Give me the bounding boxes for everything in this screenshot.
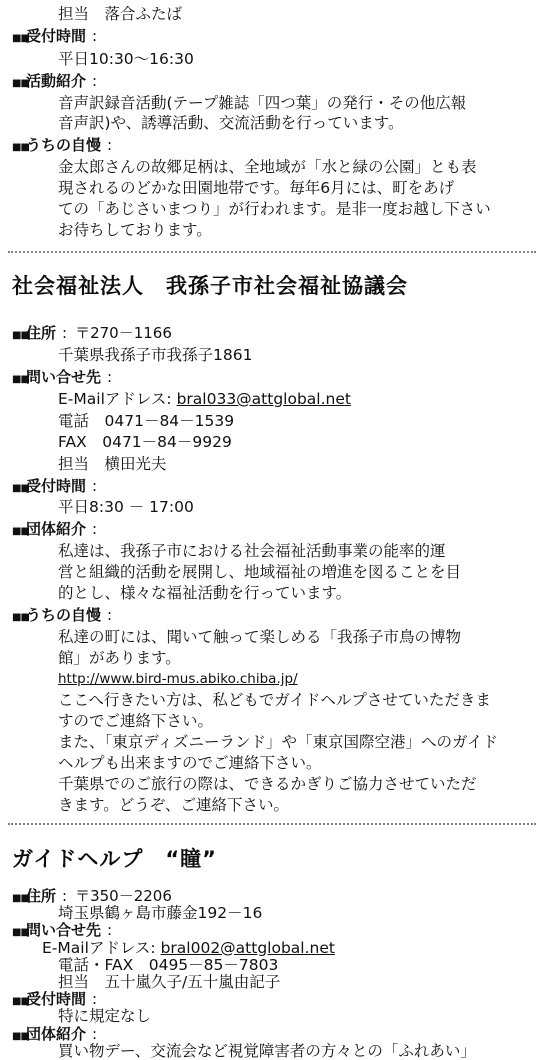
fax: FAX 0471－84－9929: [58, 433, 232, 451]
pride-line: ヘルプも出来ますのでご連絡下さい。: [58, 754, 322, 772]
pride-line: 金太郎さんの故郷足柄は、全地域が「水と緑の公園」とも表: [58, 158, 477, 176]
email-row: [42, 940, 335, 957]
pride-label: ■■うちの自慢 :: [12, 135, 112, 158]
bullet-marker-icon: ■■: [12, 33, 29, 44]
org-line: 的とし、様々な福祉活動を行っています。: [58, 584, 352, 602]
email-label: E-Mailアドレス:: [42, 938, 156, 957]
hours-value: 平日10:30～16:30: [58, 50, 194, 68]
pride-line: また、「東京ディズニーランド」や「東京国際空港」へのガイド: [58, 733, 499, 751]
hours-label: ■■受付時間 :: [12, 26, 97, 49]
phone-fax: 電話・FAX 0495－85－7803: [58, 955, 279, 974]
contact-person: 担当 五十嵐久子/五十嵐由記子: [58, 973, 281, 991]
address-label: ■■住所 : 〒350－2206: [12, 887, 172, 905]
pride-label: ■■うちの自慢 :: [12, 605, 112, 628]
activity-line: 音声訳録音活動(テープ雑誌「四つ葉」の発行・その他広報: [58, 94, 467, 112]
pride-line: ての「あじさいまつり」が行われます。是非一度お越し下さい: [58, 200, 491, 218]
section-title: 社会福祉法人 我孫子市社会福祉協議会: [12, 274, 408, 298]
bullet-marker-icon: ■■: [12, 374, 29, 385]
section-divider: [8, 251, 536, 255]
activity-label: ■■活動紹介 :: [12, 71, 97, 94]
pride-line: きます。どうぞ、ご連絡下さい。: [58, 796, 289, 814]
address-value: 千葉県我孫子市我孫子1861: [58, 346, 253, 364]
pride-line: 館」があります。: [58, 649, 181, 667]
bullet-marker-icon: ■■: [12, 996, 29, 1008]
email-link[interactable]: bral002@attglobal.net: [160, 938, 335, 957]
hours-value: 平日8:30 － 17:00: [58, 498, 194, 516]
contact-person: 担当 落合ふたば: [58, 5, 183, 23]
email-label: E-Mailアドレス:: [58, 390, 172, 408]
email-link[interactable]: bral033@attglobal.net: [176, 390, 351, 408]
org-line: 私達は、我孫子市における社会福祉活動事業の能率的運: [58, 542, 446, 560]
activity-line: 音声訳)や、誘導活動、交流活動を行っています。: [58, 114, 404, 132]
pride-line: 私達の町には、聞いて触って楽しめる「我孫子市鳥の博物: [58, 628, 462, 646]
org-label: ■■団体紹介 :: [12, 519, 97, 542]
address-label: ■■住所 : 〒270－1166: [12, 323, 172, 346]
postal-code: 〒350－2206: [75, 887, 172, 905]
email-row: [58, 389, 351, 409]
pride-line: 現されるのどかな田園地帯です。毎年6月には、町をあげ: [58, 179, 455, 197]
postal-code: 〒270－1166: [75, 324, 172, 342]
pride-line: お待ちしております。: [58, 221, 212, 239]
contact-label: ■■問い合せ先 :: [12, 921, 113, 940]
bullet-marker-icon: ■■: [12, 78, 29, 89]
bullet-marker-icon: ■■: [12, 927, 29, 939]
contact-label: ■■問い合せ先 :: [12, 367, 112, 390]
bullet-marker-icon: ■■: [12, 483, 29, 494]
museum-url-link[interactable]: http://www.bird-mus.abiko.chiba.jp/: [58, 671, 298, 687]
hours-value: 特に規定なし: [58, 1007, 152, 1026]
address-value: 埼玉県鶴ヶ島市藤金192－16: [58, 904, 263, 923]
bullet-marker-icon: ■■: [12, 526, 29, 537]
section-title: ガイドヘルプ “瞳”: [12, 847, 217, 871]
section-divider: [8, 823, 536, 827]
bullet-marker-icon: ■■: [12, 612, 29, 623]
hours-label: ■■受付時間 :: [12, 990, 98, 1009]
phone: 電話 0471－84－1539: [58, 412, 235, 430]
pride-line: 千葉県でのご旅行の際は、できるかぎりご協力させていただ: [58, 775, 477, 793]
bullet-marker-icon: ■■: [12, 1030, 29, 1042]
bullet-marker-icon: ■■: [12, 142, 29, 153]
org-label: ■■団体紹介 :: [12, 1024, 98, 1043]
hours-label: ■■受付時間 :: [12, 476, 97, 499]
contact-person: 担当 横田光夫: [58, 455, 167, 473]
org-line: 営と組織的活動を展開し、地域福祉の増進を図ることを目: [58, 563, 462, 581]
bullet-marker-icon: ■■: [12, 330, 29, 341]
bullet-marker-icon: ■■: [12, 893, 29, 904]
pride-line: すのでご連絡下さい。: [58, 712, 214, 730]
org-line: 買い物デー、交流会など視覚障害者の方々との「ふれあい」: [58, 1041, 476, 1060]
pride-line: ここへ行きたい方は、私どもでガイドヘルプさせていただきま: [58, 691, 491, 709]
